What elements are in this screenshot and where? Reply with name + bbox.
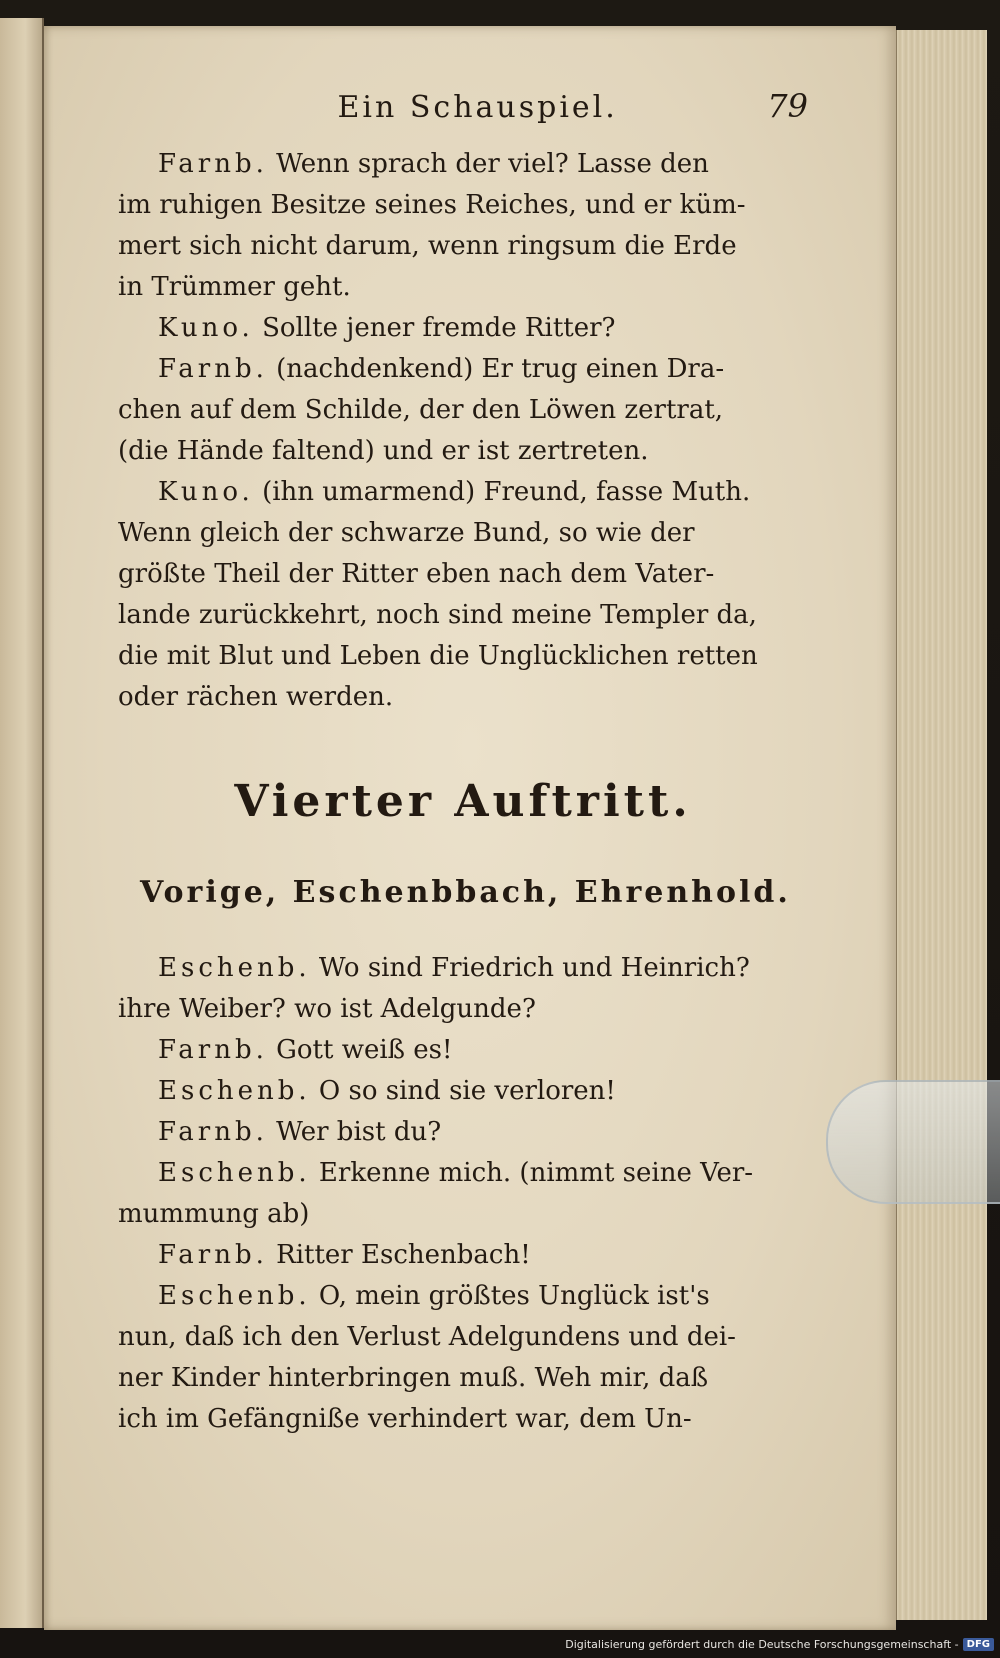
text-line (118, 1399, 808, 1440)
line-text: im ruhigen Besitze seines Reiches, und er küm- (118, 190, 746, 220)
facing-page-edge (0, 18, 44, 1628)
page-clip (826, 1080, 1000, 1204)
line-text: mert sich nicht darum, wenn ringsum die Erde (118, 231, 737, 261)
line-text: größte Theil der Ritter eben nach dem Vater- (118, 559, 715, 589)
speaker: Farnb. (158, 149, 268, 179)
line-text: Gott weiß es! (267, 1035, 453, 1065)
text-line (118, 636, 808, 677)
line-text: Wenn gleich der schwarze Bund, so wie der (118, 518, 695, 548)
text-line (118, 513, 808, 554)
line-text: oder rächen werden. (118, 682, 394, 712)
text-line (118, 349, 808, 390)
speaker: Farnb. (158, 1240, 268, 1270)
text-line (118, 948, 808, 989)
scene-title: Vierter Auftritt. (234, 776, 692, 827)
page-number: 79 (767, 87, 808, 125)
dfg-logo-icon: DFG (963, 1638, 994, 1651)
page-stack-edge (896, 30, 987, 1620)
speaker: Eschenb. (158, 1281, 311, 1311)
speaker: Farnb. (158, 1035, 268, 1065)
speaker: Eschenb. (158, 953, 311, 983)
text-line (118, 431, 808, 472)
line-text: O so sind sie verloren! (310, 1076, 616, 1106)
text-line (118, 472, 808, 513)
line-text: (nachdenkend) Er trug einen Dra- (267, 354, 725, 384)
page-text (118, 86, 808, 1440)
line-text: Wenn sprach der viel? Lasse den (267, 149, 709, 179)
line-text: Wer bist du? (267, 1117, 442, 1147)
speaker: Kuno. (158, 477, 254, 507)
dialogue-before-scene (118, 144, 808, 718)
text-line (118, 1317, 808, 1358)
line-text: ihre Weiber? wo ist Adelgunde? (118, 994, 536, 1024)
line-text: Ritter Eschenbach! (267, 1240, 531, 1270)
text-line (118, 677, 808, 718)
text-line (118, 1235, 808, 1276)
text-line (118, 1358, 808, 1399)
text-line (118, 1071, 808, 1112)
speaker: Eschenb. (158, 1158, 311, 1188)
text-line (118, 1030, 808, 1071)
credit-text: Digitalisierung gefördert durch die Deutsche Forschungsgemeinschaft - (565, 1637, 959, 1651)
text-line (118, 267, 808, 308)
line-text: (ihn umarmend) Freund, fasse Muth. (253, 477, 751, 507)
line-text: Erkenne mich. (nimmt seine Ver- (310, 1158, 754, 1188)
line-text: nun, daß ich den Verlust Adelgundens und dei- (118, 1322, 736, 1352)
line-text: in Trümmer geht. (118, 272, 351, 302)
text-line (118, 308, 808, 349)
text-line (118, 1153, 808, 1194)
digitization-credit (565, 1634, 994, 1654)
speaker: Farnb. (158, 354, 268, 384)
scene-dialogue (118, 948, 808, 1440)
line-text: O, mein größtes Unglück ist's (310, 1281, 710, 1311)
text-line (118, 226, 808, 267)
line-text: Sollte jener fremde Ritter? (253, 313, 616, 343)
running-title: Ein Schauspiel. (337, 90, 618, 125)
line-text: die mit Blut und Leben die Unglücklichen retten (118, 641, 758, 671)
text-line (118, 1276, 808, 1317)
speaker: Kuno. (158, 313, 254, 343)
text-line (118, 185, 808, 226)
text-line (118, 1194, 808, 1235)
scene-characters: Vorige, Eschenbbach, Ehrenhold. (140, 875, 791, 910)
line-text: chen auf dem Schilde, der den Löwen zertrat, (118, 395, 724, 425)
line-text: lande zurückkehrt, noch sind meine Templer da, (118, 600, 757, 630)
text-line (118, 390, 808, 431)
text-line (118, 1112, 808, 1153)
speaker: Eschenb. (158, 1076, 311, 1106)
line-text: Wo sind Friedrich und Heinrich? (310, 953, 750, 983)
text-line (118, 989, 808, 1030)
line-text: (die Hände faltend) und er ist zertreten. (118, 436, 649, 466)
line-text: mummung ab) (118, 1199, 310, 1229)
text-line (118, 554, 808, 595)
text-line (118, 144, 808, 185)
line-text: ner Kinder hinterbringen muß. Weh mir, daß (118, 1363, 709, 1393)
speaker: Farnb. (158, 1117, 268, 1147)
text-line (118, 595, 808, 636)
page-header (118, 86, 808, 128)
line-text: ich im Gefängniße verhindert war, dem Un- (118, 1404, 692, 1434)
